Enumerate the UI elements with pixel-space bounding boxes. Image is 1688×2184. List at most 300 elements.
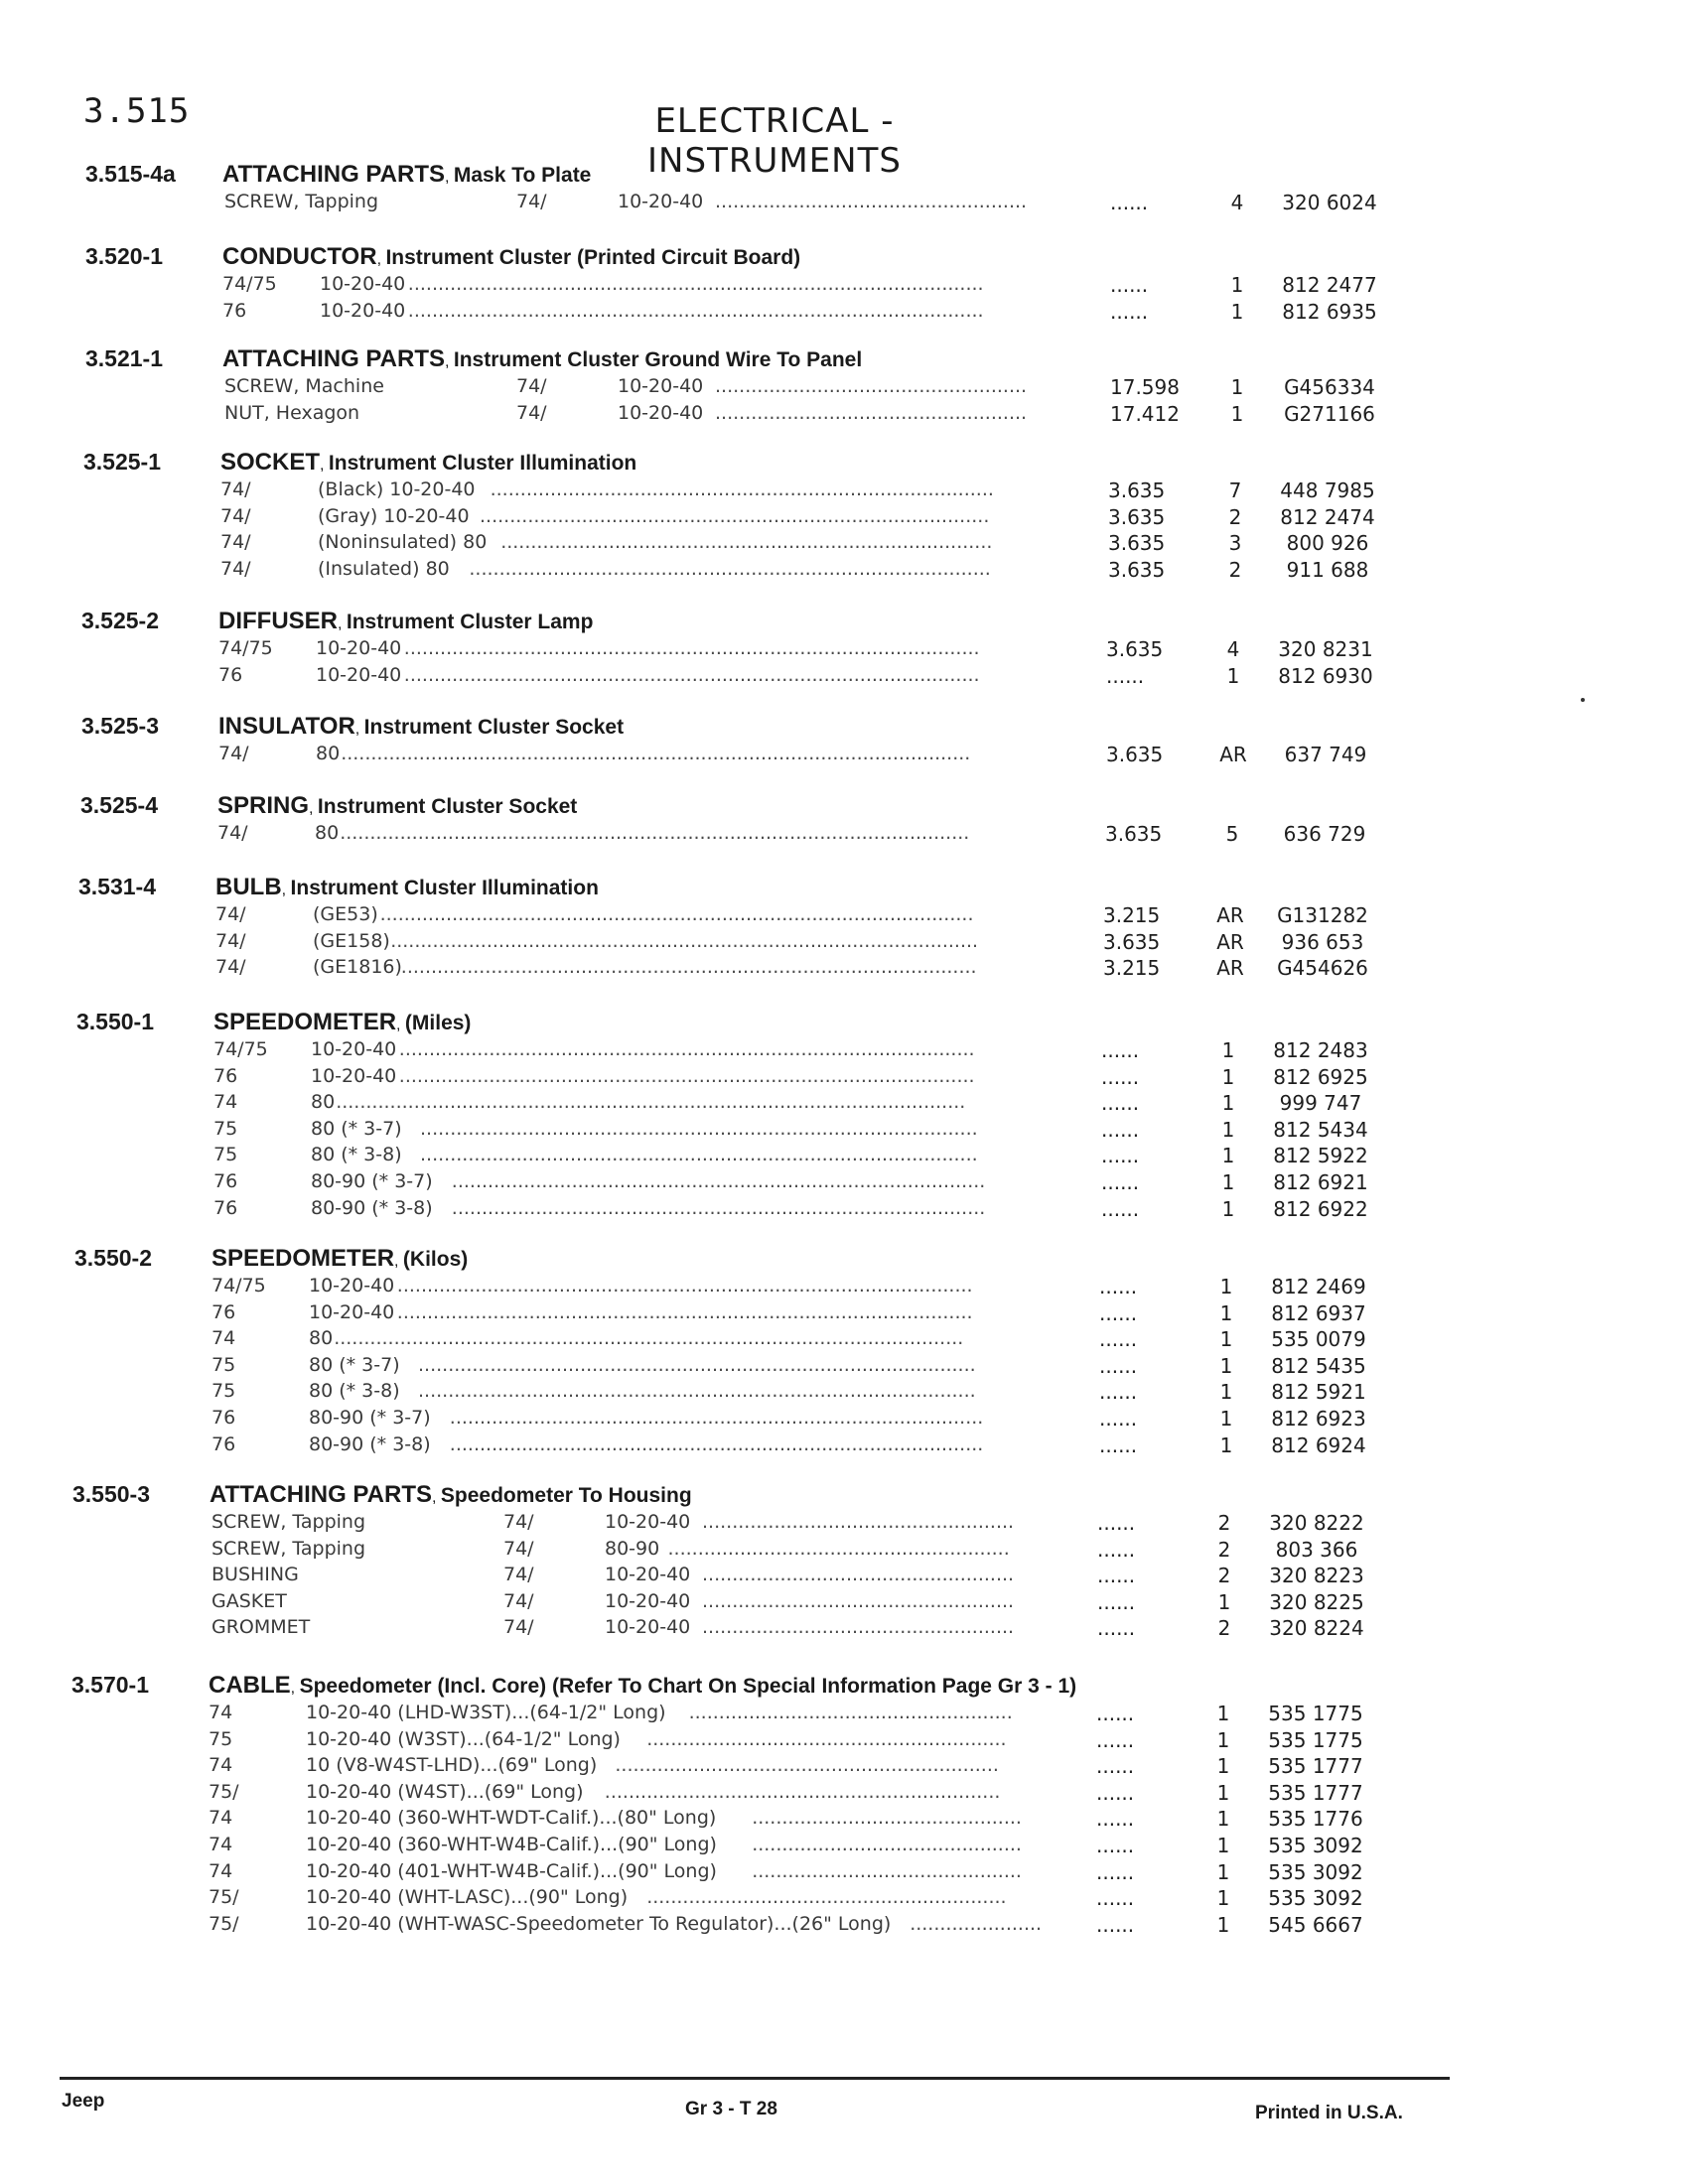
part-number: 535 1776 <box>1268 1807 1363 1832</box>
section-heading: ATTACHING PARTS, Mask To Plate <box>222 161 592 188</box>
section-heading: SOCKET, Instrument Cluster Illumination <box>220 449 637 476</box>
part-description: Instrument Cluster Lamp <box>346 611 594 633</box>
reference-number: 3.215 <box>1103 956 1161 981</box>
part-number: 812 6937 <box>1271 1300 1366 1325</box>
application: 80-90 (* 3-8) <box>309 1433 431 1455</box>
application: (Gray) 10-20-40 <box>318 504 470 527</box>
year-range: 74/ <box>516 375 547 397</box>
quantity: 1 <box>1221 1144 1235 1168</box>
part-row <box>0 1564 1688 1589</box>
part-row <box>0 1065 1688 1091</box>
quantity: 1 <box>1216 1727 1230 1752</box>
application: 80-90 (* 3-7) <box>309 1407 431 1429</box>
part-number: 320 8225 <box>1269 1589 1364 1614</box>
quantity: 1 <box>1219 1433 1233 1457</box>
leader-dots: ......................................................................................... <box>451 1196 986 1219</box>
component-name: SCREW, Tapping <box>224 191 379 212</box>
reference-number: ...... <box>1101 1064 1140 1089</box>
reference-number: ...... <box>1096 1780 1135 1805</box>
part-row <box>0 1118 1688 1144</box>
leader-dots: .................................................... <box>715 375 1028 397</box>
leader-dots: .................................................... <box>702 1616 1015 1639</box>
part-description: Instrument Cluster Illumination <box>328 452 637 475</box>
reference-number: ...... <box>1101 1038 1140 1062</box>
part-number: 535 3092 <box>1268 1834 1363 1857</box>
reference-number: ...... <box>1106 663 1145 688</box>
year-range: 74 <box>209 1859 233 1882</box>
year-range: 74/ <box>215 903 246 925</box>
part-number: 812 5922 <box>1273 1144 1368 1168</box>
section-heading: INSULATOR, Instrument Cluster Socket <box>218 713 625 740</box>
application: 10-20-40 <box>618 401 704 424</box>
quantity: 4 <box>1230 191 1244 214</box>
leader-dots: ......................................................................................................... <box>341 743 971 764</box>
part-number: 812 5434 <box>1273 1117 1368 1142</box>
part-number: 999 747 <box>1279 1091 1362 1116</box>
part-row <box>0 1616 1688 1642</box>
application: 10-20-40 (360-WHT-WDT-Calif.)...(80" Long) <box>306 1807 717 1830</box>
leader-dots: ................................................................................................ <box>400 956 977 979</box>
section-number: 3.531-4 <box>78 874 157 899</box>
reference-number: ...... <box>1110 299 1149 324</box>
application: (Insulated) 80 <box>318 557 450 580</box>
year-range: 74/ <box>516 401 547 424</box>
part-number: 911 688 <box>1286 557 1369 582</box>
component-name: SCREW, Machine <box>224 375 384 397</box>
application: 80-90 (* 3-8) <box>311 1196 433 1219</box>
part-row <box>0 273 1688 299</box>
footer-printed: Printed in U.S.A. <box>1255 2103 1403 2123</box>
year-range: 74/ <box>503 1616 534 1639</box>
section-heading: SPEEDOMETER, (Miles) <box>213 1009 472 1035</box>
footer-group-page: Gr 3 - T 28 <box>685 2099 777 2119</box>
part-name: SOCKET <box>220 449 321 476</box>
application: 10-20-40 <box>316 663 402 686</box>
reference-number: ...... <box>1096 1754 1135 1779</box>
part-row <box>0 558 1688 584</box>
component-name: GROMMET <box>211 1616 311 1639</box>
year-range: 74/75 <box>211 1275 266 1297</box>
reference-number: 3.635 <box>1103 929 1161 954</box>
section-number: 3.550-3 <box>72 1481 151 1507</box>
year-range: 74/ <box>217 822 248 844</box>
reference-number: ...... <box>1099 1407 1138 1431</box>
part-number: 320 8222 <box>1269 1511 1364 1535</box>
application: 10 (V8-W4ST-LHD)...(69" Long) <box>306 1754 598 1777</box>
section-number: 3.570-1 <box>71 1672 150 1698</box>
part-number: 535 3092 <box>1268 1886 1363 1911</box>
year-range: 75 <box>213 1117 238 1140</box>
quantity: 1 <box>1230 401 1244 426</box>
year-range: 75/ <box>209 1912 239 1935</box>
leader-dots: ................................................................................................ <box>403 637 980 659</box>
application: 80-90 <box>605 1537 660 1560</box>
part-row <box>0 637 1688 663</box>
leader-dots: ............................................. <box>752 1807 1022 1830</box>
leader-dots: .................................................... <box>702 1511 1015 1533</box>
year-range: 74/ <box>220 478 251 500</box>
leader-dots: ............................................................................................. <box>418 1353 976 1376</box>
reference-number: ...... <box>1099 1327 1138 1352</box>
leader-dots: .................................................................................................. <box>390 929 979 952</box>
quantity: 2 <box>1228 504 1242 529</box>
year-range: 74/ <box>503 1564 534 1586</box>
application: 10-20-40 <box>605 1511 691 1533</box>
leader-dots: ...................... <box>910 1912 1043 1935</box>
year-range: 75/ <box>209 1780 239 1803</box>
leader-dots: ......................................................................................... <box>451 1170 986 1192</box>
reference-number: ...... <box>1096 1727 1135 1752</box>
quantity: 1 <box>1221 1064 1235 1089</box>
reference-number: ...... <box>1097 1564 1136 1588</box>
year-range: 74/75 <box>213 1038 268 1060</box>
application: 80 <box>311 1091 336 1114</box>
reference-number: ...... <box>1099 1353 1138 1378</box>
part-number: 812 5435 <box>1271 1353 1366 1378</box>
application: 80 (* 3-7) <box>311 1117 402 1140</box>
year-range: 75/ <box>209 1886 239 1909</box>
application: 80 <box>309 1327 334 1350</box>
application: 10-20-40 (W3ST)...(64-1/2" Long) <box>306 1727 621 1750</box>
part-number: 812 2477 <box>1282 273 1377 297</box>
section-heading: DIFFUSER, Instrument Cluster Lamp <box>218 608 594 634</box>
part-row <box>0 743 1688 768</box>
year-range: 74/ <box>503 1589 534 1612</box>
part-number: 535 3092 <box>1268 1859 1363 1884</box>
part-number: 812 6924 <box>1271 1433 1366 1457</box>
year-range: 74/ <box>215 956 246 979</box>
year-range: 74/ <box>220 504 251 527</box>
quantity: 1 <box>1221 1091 1235 1116</box>
section-heading: CONDUCTOR, Instrument Cluster (Printed Circuit Board) <box>222 243 801 270</box>
year-range: 76 <box>211 1407 236 1429</box>
quantity: 1 <box>1221 1170 1235 1194</box>
quantity: 1 <box>1230 273 1244 297</box>
section-number: 3.515-4a <box>85 161 176 187</box>
year-range: 74 <box>209 1834 233 1855</box>
part-row <box>0 1380 1688 1406</box>
part-number: 812 6930 <box>1278 663 1373 688</box>
application: 10-20-40 (W4ST)...(69" Long) <box>306 1780 584 1803</box>
part-name: BULB <box>215 874 282 900</box>
part-name: SPEEDOMETER <box>211 1245 395 1272</box>
application: 10-20-40 <box>320 299 406 322</box>
section-number: 3.525-4 <box>80 792 159 818</box>
part-row <box>0 1728 1688 1754</box>
quantity: AR <box>1216 956 1244 981</box>
application: 10-20-40 <box>311 1038 397 1060</box>
part-number: 535 1775 <box>1268 1727 1363 1752</box>
footer-brand: Jeep <box>62 2091 105 2112</box>
quantity: 2 <box>1228 557 1242 582</box>
reference-number: ...... <box>1097 1537 1136 1562</box>
reference-number: ...... <box>1097 1511 1136 1535</box>
year-range: 74 <box>209 1702 233 1723</box>
year-range: 74/ <box>503 1537 534 1560</box>
leader-dots: ......................................................................................................... <box>336 1091 966 1114</box>
part-row <box>0 1886 1688 1912</box>
part-number: 545 6667 <box>1268 1912 1363 1937</box>
application: (Black) 10-20-40 <box>318 478 476 500</box>
leader-dots: .................................................................................. <box>500 531 993 554</box>
quantity: 1 <box>1219 1275 1233 1298</box>
part-row <box>0 1913 1688 1939</box>
application: 80 (* 3-7) <box>309 1353 400 1376</box>
application: (GE158) <box>313 929 390 952</box>
quantity: AR <box>1216 929 1244 954</box>
reference-number: 3.215 <box>1103 903 1161 927</box>
application: 10-20-40 <box>605 1564 691 1586</box>
part-row <box>0 1301 1688 1327</box>
leader-dots: ............................................................................................. <box>420 1144 978 1166</box>
year-range: 74/ <box>218 743 249 764</box>
quantity: 1 <box>1219 1327 1233 1352</box>
leader-dots: .................................................... <box>715 401 1028 424</box>
part-number: 812 2483 <box>1273 1038 1368 1062</box>
reference-number: 3.635 <box>1108 531 1166 556</box>
year-range: 74/ <box>516 191 547 212</box>
part-row <box>0 1091 1688 1117</box>
reference-number: 3.635 <box>1108 557 1166 582</box>
reference-number: ...... <box>1096 1702 1135 1725</box>
section-number: 3.525-3 <box>81 713 160 739</box>
application: 10-20-40 <box>618 191 704 212</box>
year-range: 76 <box>213 1170 238 1192</box>
leader-dots: ................................................................................................ <box>407 299 984 322</box>
part-row <box>0 1834 1688 1859</box>
quantity: 5 <box>1225 822 1239 846</box>
part-row <box>0 1170 1688 1196</box>
reference-number: 3.635 <box>1106 637 1164 661</box>
part-row <box>0 300 1688 326</box>
part-description: (Kilos) <box>402 1248 469 1271</box>
footer-rule <box>60 2077 1450 2080</box>
part-description: Instrument Cluster Socket <box>363 716 625 739</box>
part-name: ATTACHING PARTS <box>222 161 445 188</box>
reference-number: 3.635 <box>1108 478 1166 502</box>
leader-dots: ....................................................................................... <box>469 557 991 580</box>
section-number: 3.521-1 <box>85 345 164 371</box>
part-row <box>0 1538 1688 1564</box>
part-name: SPRING <box>217 792 310 819</box>
part-number: 535 1777 <box>1268 1754 1363 1779</box>
part-number: 812 6925 <box>1273 1064 1368 1089</box>
year-range: 74/ <box>503 1511 534 1533</box>
part-number: G454626 <box>1277 956 1368 981</box>
quantity: 2 <box>1217 1564 1231 1588</box>
application: 10-20-40 (WHT-WASC-Speedometer To Regulator)...(26" Long) <box>306 1912 892 1935</box>
quantity: 1 <box>1216 1859 1230 1884</box>
part-description: Instrument Cluster Illumination <box>290 877 599 899</box>
leader-dots: ................................................................................................ <box>398 1038 975 1060</box>
year-range: 74/75 <box>218 637 273 659</box>
reference-number: ...... <box>1101 1144 1140 1168</box>
part-row <box>0 1275 1688 1300</box>
quantity: 2 <box>1217 1616 1231 1641</box>
part-number: 812 6921 <box>1273 1170 1368 1194</box>
leader-dots: ................................................................................................... <box>379 903 974 925</box>
reference-number: ...... <box>1096 1912 1135 1937</box>
leader-dots: ................................................................................................ <box>398 1064 975 1087</box>
quantity: AR <box>1216 903 1244 927</box>
year-range: 74/ <box>215 929 246 952</box>
application: (GE53) <box>313 903 378 925</box>
stray-mark <box>1581 698 1585 702</box>
part-row <box>0 1590 1688 1616</box>
reference-number: 3.635 <box>1106 743 1164 766</box>
part-description: (Miles) <box>404 1012 472 1034</box>
part-row <box>0 375 1688 401</box>
part-row <box>0 930 1688 956</box>
part-name: INSULATOR <box>218 713 355 740</box>
leader-dots: ................................................................................................ <box>407 273 984 295</box>
part-number: 812 6923 <box>1271 1407 1366 1431</box>
application: 10-20-40 <box>320 273 406 295</box>
reference-number: ...... <box>1101 1170 1140 1194</box>
part-number: 448 7985 <box>1280 478 1375 502</box>
quantity: 1 <box>1216 1807 1230 1832</box>
part-number: 812 2474 <box>1280 504 1375 529</box>
reference-number: 17.598 <box>1110 375 1180 399</box>
leader-dots: ......................................................................................................... <box>340 822 970 844</box>
part-number: 535 0079 <box>1271 1327 1366 1352</box>
reference-number: ...... <box>1101 1117 1140 1142</box>
quantity: 1 <box>1216 1780 1230 1805</box>
reference-number: ...... <box>1097 1589 1136 1614</box>
year-range: 76 <box>211 1300 236 1323</box>
component-name: NUT, Hexagon <box>224 401 360 424</box>
section-heading: BULB, Instrument Cluster Illumination <box>215 874 599 900</box>
part-number: G271166 <box>1284 401 1375 426</box>
part-number: 936 653 <box>1281 929 1364 954</box>
part-row <box>0 531 1688 557</box>
part-row <box>0 1327 1688 1353</box>
part-number: 320 8223 <box>1269 1564 1364 1588</box>
leader-dots: .................................................... <box>702 1589 1015 1612</box>
part-number: 812 5921 <box>1271 1380 1366 1405</box>
part-number: 535 1775 <box>1268 1702 1363 1725</box>
leader-dots: ......................................................................................... <box>449 1407 984 1429</box>
reference-number: 3.635 <box>1108 504 1166 529</box>
section-number: 3.550-1 <box>76 1009 155 1034</box>
component-name: BUSHING <box>211 1564 299 1586</box>
part-name: ATTACHING PARTS <box>222 345 445 372</box>
part-number: 320 8224 <box>1269 1616 1364 1641</box>
part-row <box>0 1781 1688 1807</box>
quantity: 1 <box>1216 1834 1230 1857</box>
year-range: 76 <box>222 299 247 322</box>
part-number: 800 926 <box>1286 531 1369 556</box>
application: 10-20-40 (360-WHT-W4B-Calif.)...(90" Long) <box>306 1834 717 1855</box>
quantity: 2 <box>1217 1511 1231 1535</box>
part-row <box>0 956 1688 982</box>
part-number: 812 6922 <box>1273 1196 1368 1221</box>
year-range: 74 <box>211 1327 236 1350</box>
application: 80 (* 3-8) <box>309 1380 400 1403</box>
reference-number: ...... <box>1097 1616 1136 1641</box>
part-number: G131282 <box>1277 903 1368 927</box>
application: 10-20-40 <box>605 1616 691 1639</box>
section-heading: ATTACHING PARTS, Instrument Cluster Ground Wire To Panel <box>222 345 863 372</box>
reference-number: 3.635 <box>1105 822 1163 846</box>
application: 10-20-40 <box>309 1300 395 1323</box>
quantity: 1 <box>1226 663 1240 688</box>
quantity: 1 <box>1221 1117 1235 1142</box>
part-row <box>0 664 1688 690</box>
part-row <box>0 903 1688 929</box>
quantity: 1 <box>1216 1754 1230 1779</box>
quantity: 1 <box>1219 1353 1233 1378</box>
leader-dots: .................................................................. <box>604 1780 1001 1803</box>
leader-dots: ......................................................................................................... <box>334 1327 964 1350</box>
reference-number: ...... <box>1096 1807 1135 1832</box>
quantity: 3 <box>1228 531 1242 556</box>
reference-number: ...... <box>1096 1886 1135 1911</box>
quantity: 1 <box>1216 1912 1230 1937</box>
leader-dots: .................................................... <box>715 191 1028 212</box>
part-name: CABLE <box>209 1672 291 1699</box>
part-description: Speedometer To Housing <box>440 1484 692 1507</box>
year-range: 76 <box>213 1196 238 1219</box>
part-number: 812 2469 <box>1271 1275 1366 1298</box>
year-range: 76 <box>211 1433 236 1455</box>
section-number: 3.525-1 <box>83 449 162 475</box>
part-row <box>0 1407 1688 1433</box>
part-number: 812 6935 <box>1282 299 1377 324</box>
leader-dots: ...................................................... <box>688 1702 1013 1723</box>
leader-dots: ................................................................................................ <box>396 1275 973 1297</box>
part-row <box>0 1354 1688 1380</box>
year-range: 74 <box>209 1754 233 1777</box>
reference-number: ...... <box>1099 1433 1138 1457</box>
leader-dots: .................................................... <box>702 1564 1015 1586</box>
application: 10-20-40 <box>605 1589 691 1612</box>
part-row <box>0 478 1688 504</box>
quantity: 2 <box>1217 1537 1231 1562</box>
leader-dots: ......................................................... <box>667 1537 1010 1560</box>
year-range: 74/75 <box>222 273 277 295</box>
quantity: 1 <box>1230 375 1244 399</box>
year-range: 76 <box>213 1064 238 1087</box>
part-description: Instrument Cluster Socket <box>317 795 578 818</box>
year-range: 74/ <box>220 557 251 580</box>
part-row <box>0 1754 1688 1780</box>
part-name: SPEEDOMETER <box>213 1009 397 1035</box>
application: (GE1816) <box>313 956 402 979</box>
leader-dots: ............................................................................................. <box>418 1380 976 1403</box>
reference-number: ...... <box>1096 1834 1135 1857</box>
leader-dots: ................................................................ <box>615 1754 999 1777</box>
part-row <box>0 1144 1688 1169</box>
section-number: 3.520-1 <box>85 243 164 269</box>
application: 10-20-40 <box>311 1064 397 1087</box>
quantity: 1 <box>1221 1196 1235 1221</box>
part-number: 535 1777 <box>1268 1780 1363 1805</box>
reference-number: ...... <box>1099 1300 1138 1325</box>
part-row <box>0 402 1688 428</box>
part-number: G456334 <box>1284 375 1375 399</box>
application: 80 (* 3-8) <box>311 1144 402 1166</box>
quantity: 1 <box>1216 1886 1230 1911</box>
part-row <box>0 1197 1688 1223</box>
part-row <box>0 822 1688 848</box>
part-name: CONDUCTOR <box>222 243 377 270</box>
part-row <box>0 1702 1688 1727</box>
application: 80 <box>315 822 340 844</box>
part-name: DIFFUSER <box>218 608 338 634</box>
leader-dots: ............................................. <box>752 1859 1022 1882</box>
component-name: SCREW, Tapping <box>211 1537 366 1560</box>
